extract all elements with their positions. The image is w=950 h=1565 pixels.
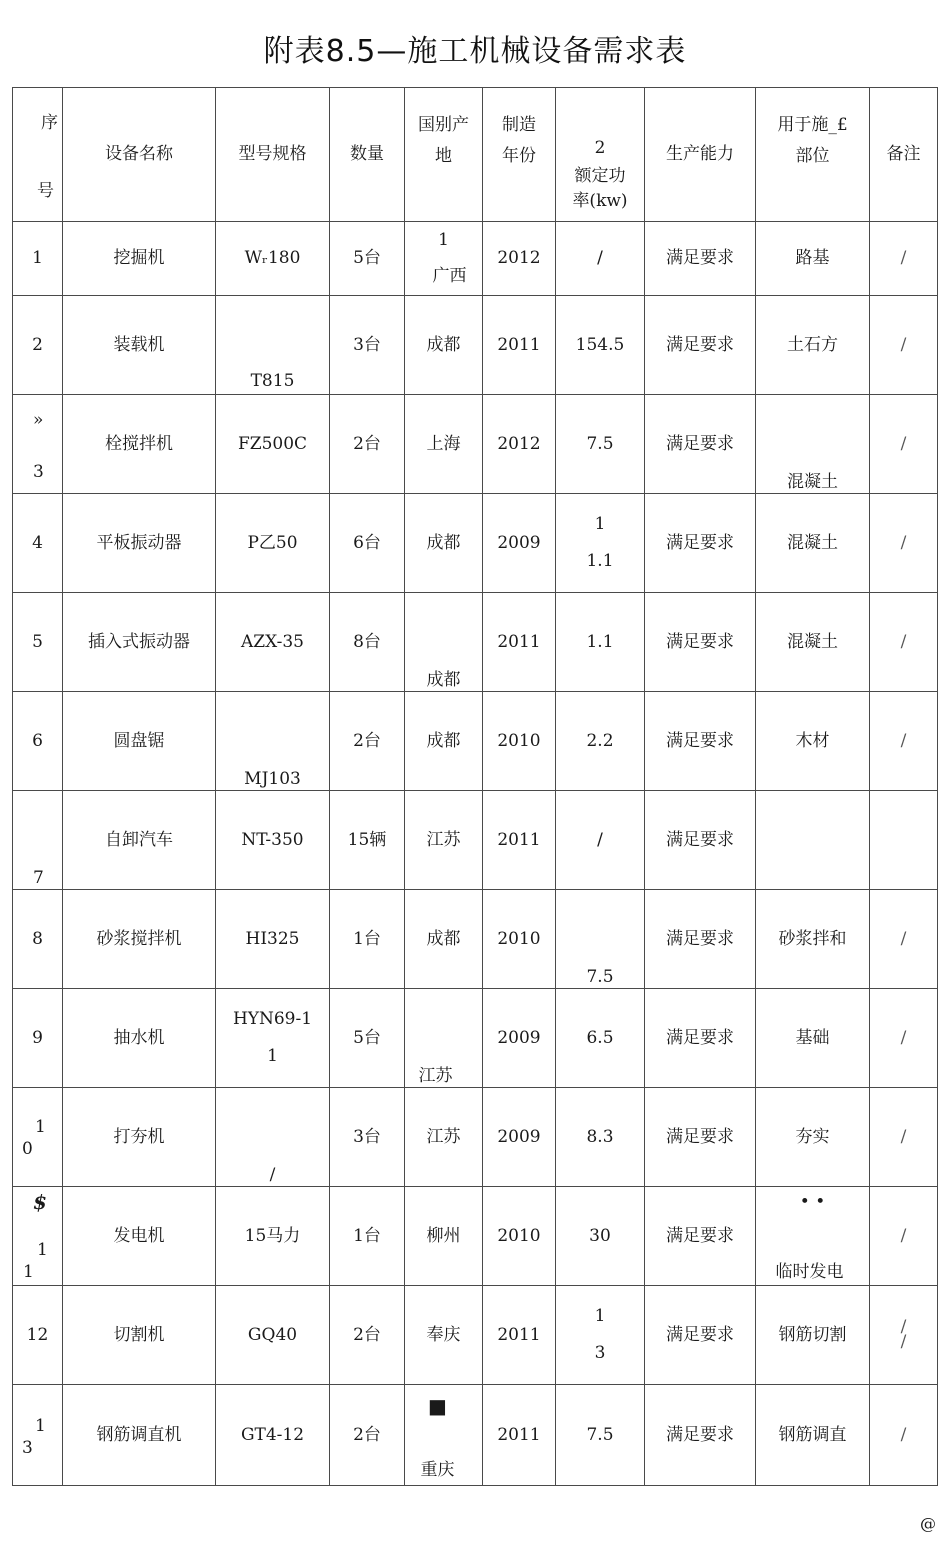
page-title: 附表8.5—施工机械设备需求表 xyxy=(263,34,687,69)
row-qty: 2台 xyxy=(330,1385,405,1486)
row-origin: 江苏 xyxy=(405,791,483,890)
row-model: 15马力 xyxy=(216,1187,330,1286)
row-note: / / xyxy=(870,1286,938,1385)
equipment-table xyxy=(12,87,938,1486)
row-no: 1 xyxy=(13,222,63,296)
row-name: 发电机 xyxy=(63,1187,216,1286)
table-row xyxy=(13,989,938,1088)
row-model: FZ500C xyxy=(216,395,330,494)
row-origin: 成都 xyxy=(405,296,483,395)
table-row xyxy=(13,791,938,890)
row-year: 2009 xyxy=(483,989,556,1088)
row-origin: 江苏 xyxy=(405,989,483,1088)
row-year: 2011 xyxy=(483,791,556,890)
header-note: 备注 xyxy=(870,88,938,222)
row-name: 自卸汽车 xyxy=(63,791,216,890)
header-capacity: 生产能力 xyxy=(645,88,756,222)
row-capacity: 满足要求 xyxy=(645,1286,756,1385)
table-row xyxy=(13,890,938,989)
row-qty: 5台 xyxy=(330,222,405,296)
row-no: 8 xyxy=(13,890,63,989)
row-qty: 1台 xyxy=(330,890,405,989)
row-power: / xyxy=(556,791,645,890)
row-origin: 奉庆 xyxy=(405,1286,483,1385)
row-use: • • 临时发电 xyxy=(756,1187,870,1286)
row-name: 砂浆搅拌机 xyxy=(63,890,216,989)
row-use: 钢筋切割 xyxy=(756,1286,870,1385)
header-use: 用于施_£ 部位 xyxy=(756,88,870,222)
row-model: HYN69-1 1 xyxy=(216,989,330,1088)
row-capacity: 满足要求 xyxy=(645,692,756,791)
table-row xyxy=(13,1286,938,1385)
row-model: AZX-35 xyxy=(216,593,330,692)
table-row xyxy=(13,1088,938,1187)
row-origin: 上海 xyxy=(405,395,483,494)
row-qty: 1台 xyxy=(330,1187,405,1286)
row-use: 砂浆拌和 xyxy=(756,890,870,989)
row-note: / xyxy=(870,1187,938,1286)
table-row xyxy=(13,593,938,692)
row-power: 6.5 xyxy=(556,989,645,1088)
row-use: 混凝土 xyxy=(756,593,870,692)
header-model: 型号规格 xyxy=(216,88,330,222)
row-note: / xyxy=(870,1088,938,1187)
row-use: 钢筋调直 xyxy=(756,1385,870,1486)
row-no: » 3 xyxy=(13,395,63,494)
row-use: 基础 xyxy=(756,989,870,1088)
row-no: 1 3 xyxy=(13,1385,63,1486)
row-note: / xyxy=(870,1385,938,1486)
table-row xyxy=(13,1187,938,1286)
row-model: / xyxy=(216,1088,330,1187)
row-name: 圆盘锯 xyxy=(63,692,216,791)
row-capacity: 满足要求 xyxy=(645,890,756,989)
row-note: / xyxy=(870,989,938,1088)
row-model: NT-350 xyxy=(216,791,330,890)
row-capacity: 满足要求 xyxy=(645,1187,756,1286)
table-row xyxy=(13,692,938,791)
row-qty: 3台 xyxy=(330,1088,405,1187)
row-qty: 15辆 xyxy=(330,791,405,890)
row-year: 2010 xyxy=(483,1187,556,1286)
row-model: Wᵣ180 xyxy=(216,222,330,296)
row-name: 装载机 xyxy=(63,296,216,395)
row-power: 1 3 xyxy=(556,1286,645,1385)
row-year: 2011 xyxy=(483,593,556,692)
table-header-row xyxy=(13,88,938,222)
header-no: 序 号 xyxy=(13,88,63,222)
header-qty: 数量 xyxy=(330,88,405,222)
row-capacity: 满足要求 xyxy=(645,494,756,593)
row-origin: 成都 xyxy=(405,692,483,791)
row-qty: 3台 xyxy=(330,296,405,395)
row-capacity: 满足要求 xyxy=(645,395,756,494)
row-year: 2012 xyxy=(483,222,556,296)
row-note: / xyxy=(870,395,938,494)
row-qty: 5台 xyxy=(330,989,405,1088)
row-power: 7.5 xyxy=(556,890,645,989)
row-use: 木材 xyxy=(756,692,870,791)
row-capacity: 满足要求 xyxy=(645,593,756,692)
row-model: T815 xyxy=(216,296,330,395)
row-year: 2009 xyxy=(483,494,556,593)
row-year: 2011 xyxy=(483,1385,556,1486)
row-year: 2009 xyxy=(483,1088,556,1187)
row-model: GT4-12 xyxy=(216,1385,330,1486)
row-origin: 柳州 xyxy=(405,1187,483,1286)
row-qty: 2台 xyxy=(330,692,405,791)
row-use: 混凝土 xyxy=(756,494,870,593)
row-use: 混凝土 xyxy=(756,395,870,494)
row-year: 2011 xyxy=(483,1286,556,1385)
row-origin: 江苏 xyxy=(405,1088,483,1187)
row-no: 9 xyxy=(13,989,63,1088)
row-power: 30 xyxy=(556,1187,645,1286)
row-name: 栓搅拌机 xyxy=(63,395,216,494)
row-use: 夯实 xyxy=(756,1088,870,1187)
row-model: GQ40 xyxy=(216,1286,330,1385)
row-no: 5 xyxy=(13,593,63,692)
row-no: 7 xyxy=(13,791,63,890)
row-qty: 2台 xyxy=(330,1286,405,1385)
row-name: 抽水机 xyxy=(63,989,216,1088)
row-qty: 6台 xyxy=(330,494,405,593)
row-origin: 成都 xyxy=(405,593,483,692)
row-name: 平板振动器 xyxy=(63,494,216,593)
row-power: 7.5 xyxy=(556,395,645,494)
row-power: 1 1.1 xyxy=(556,494,645,593)
row-origin: ■ 重庆 xyxy=(405,1385,483,1486)
table-row xyxy=(13,222,938,296)
row-name: 打夯机 xyxy=(63,1088,216,1187)
row-note: / xyxy=(870,890,938,989)
row-year: 2012 xyxy=(483,395,556,494)
row-use xyxy=(756,791,870,890)
row-power: 1.1 xyxy=(556,593,645,692)
header-year: 制造 年份 xyxy=(483,88,556,222)
row-note: / xyxy=(870,593,938,692)
table-row xyxy=(13,296,938,395)
row-use: 路基 xyxy=(756,222,870,296)
row-year: 2011 xyxy=(483,296,556,395)
row-name: 钢筋调直机 xyxy=(63,1385,216,1486)
row-no: 4 xyxy=(13,494,63,593)
table-row xyxy=(13,395,938,494)
row-model: HI325 xyxy=(216,890,330,989)
footer-mark: @ xyxy=(920,1514,936,1533)
row-note: / xyxy=(870,296,938,395)
row-power: 2.2 xyxy=(556,692,645,791)
row-capacity: 满足要求 xyxy=(645,222,756,296)
row-year: 2010 xyxy=(483,890,556,989)
row-use: 土石方 xyxy=(756,296,870,395)
row-no: 2 xyxy=(13,296,63,395)
row-name: 插入式振动器 xyxy=(63,593,216,692)
row-qty: 8台 xyxy=(330,593,405,692)
row-origin: 1 广西 xyxy=(405,222,483,296)
row-name: 切割机 xyxy=(63,1286,216,1385)
row-note: / xyxy=(870,222,938,296)
row-model: MJ103 xyxy=(216,692,330,791)
row-name: 挖掘机 xyxy=(63,222,216,296)
row-note xyxy=(870,791,938,890)
table-row xyxy=(13,494,938,593)
row-no: 1 0 xyxy=(13,1088,63,1187)
row-origin: 成都 xyxy=(405,494,483,593)
row-capacity: 满足要求 xyxy=(645,296,756,395)
row-no: $ 1 1 xyxy=(13,1187,63,1286)
row-capacity: 满足要求 xyxy=(645,1385,756,1486)
row-power: 8.3 xyxy=(556,1088,645,1187)
row-capacity: 满足要求 xyxy=(645,989,756,1088)
header-origin: 国别产 地 xyxy=(405,88,483,222)
header-name: 设备名称 xyxy=(63,88,216,222)
row-power: 154.5 xyxy=(556,296,645,395)
row-origin: 成都 xyxy=(405,890,483,989)
table-row xyxy=(13,1385,938,1486)
row-capacity: 满足要求 xyxy=(645,791,756,890)
row-no: 6 xyxy=(13,692,63,791)
row-year: 2010 xyxy=(483,692,556,791)
row-power: / xyxy=(556,222,645,296)
row-model: P乙50 xyxy=(216,494,330,593)
header-power: 2 额定功 率(kw) xyxy=(556,88,645,222)
row-qty: 2台 xyxy=(330,395,405,494)
row-no: 12 xyxy=(13,1286,63,1385)
row-note: / xyxy=(870,494,938,593)
row-power: 7.5 xyxy=(556,1385,645,1486)
row-capacity: 满足要求 xyxy=(645,1088,756,1187)
row-note: / xyxy=(870,692,938,791)
